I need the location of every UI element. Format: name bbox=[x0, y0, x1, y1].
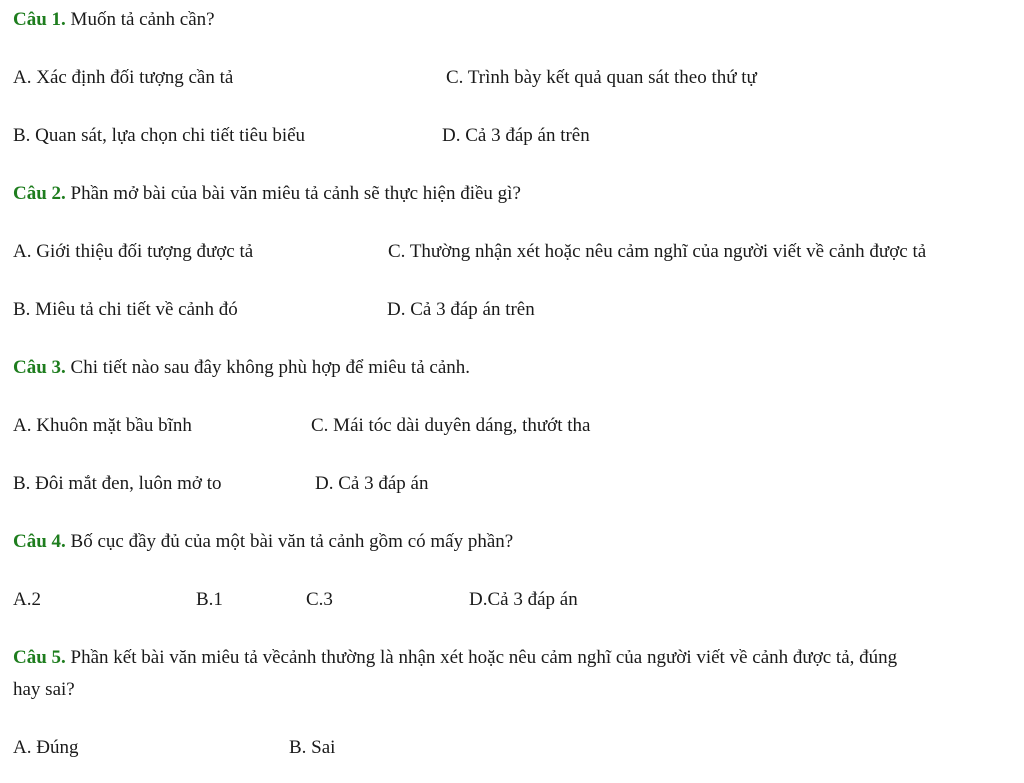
question-4-option-a: A.2 bbox=[13, 589, 41, 610]
question-3-label: Câu 3. bbox=[13, 357, 66, 378]
question-2 bbox=[13, 182, 521, 206]
question-2-option-a: A. Giới thiệu đối tượng được tả bbox=[13, 241, 254, 262]
question-1 bbox=[13, 8, 215, 32]
question-2-label: Câu 2. bbox=[13, 183, 66, 204]
question-3-option-c: C. Mái tóc dài duyên dáng, thướt tha bbox=[311, 415, 591, 436]
question-1-option-c: C. Trình bày kết quả quan sát theo thứ tự bbox=[446, 67, 757, 88]
question-5-text-line-1: Phần kết bài văn miêu tả vềcảnh thường là nhận xét hoặc nêu cảm nghĩ của người viết về cảnh được tả, đúng bbox=[70, 647, 898, 668]
question-4-label: Câu 4. bbox=[13, 531, 66, 552]
question-2-option-d: D. Cả 3 đáp án trên bbox=[387, 299, 535, 320]
question-5-option-b: B. Sai bbox=[289, 737, 336, 758]
question-2-option-b: B. Miêu tả chi tiết về cảnh đó bbox=[13, 299, 238, 320]
question-1-option-a: A. Xác định đối tượng cần tả bbox=[13, 67, 234, 88]
question-4-text: Bố cục đầy đủ của một bài văn tả cảnh gồm có mấy phần? bbox=[70, 531, 514, 552]
question-3-option-d: D. Cả 3 đáp án bbox=[315, 473, 429, 494]
question-5 bbox=[13, 646, 897, 670]
question-3-option-b: B. Đôi mắt đen, luôn mở to bbox=[13, 473, 222, 494]
question-3-option-a: A. Khuôn mặt bầu bĩnh bbox=[13, 415, 192, 436]
question-4-option-c: C.3 bbox=[306, 589, 333, 610]
question-1-option-b: B. Quan sát, lựa chọn chi tiết tiêu biểu bbox=[13, 125, 306, 146]
question-3-text: Chi tiết nào sau đây không phù hợp để miêu tả cảnh. bbox=[70, 357, 471, 378]
question-1-label: Câu 1. bbox=[13, 9, 66, 30]
question-5-text-line-2: hay sai? bbox=[13, 679, 75, 700]
question-2-option-c: C. Thường nhận xét hoặc nêu cảm nghĩ của người viết về cảnh được tả bbox=[388, 241, 927, 262]
question-5-label: Câu 5. bbox=[13, 647, 66, 668]
question-5-option-a: A. Đúng bbox=[13, 737, 79, 758]
question-3 bbox=[13, 356, 470, 380]
question-4 bbox=[13, 530, 513, 554]
question-1-text: Muốn tả cảnh cần? bbox=[70, 9, 215, 30]
question-4-option-b: B.1 bbox=[196, 589, 223, 610]
question-4-option-d: D.Cả 3 đáp án bbox=[469, 589, 578, 610]
question-1-option-d: D. Cả 3 đáp án trên bbox=[442, 125, 590, 146]
question-2-text: Phần mở bài của bài văn miêu tả cảnh sẽ thực hiện điều gì? bbox=[70, 183, 521, 204]
